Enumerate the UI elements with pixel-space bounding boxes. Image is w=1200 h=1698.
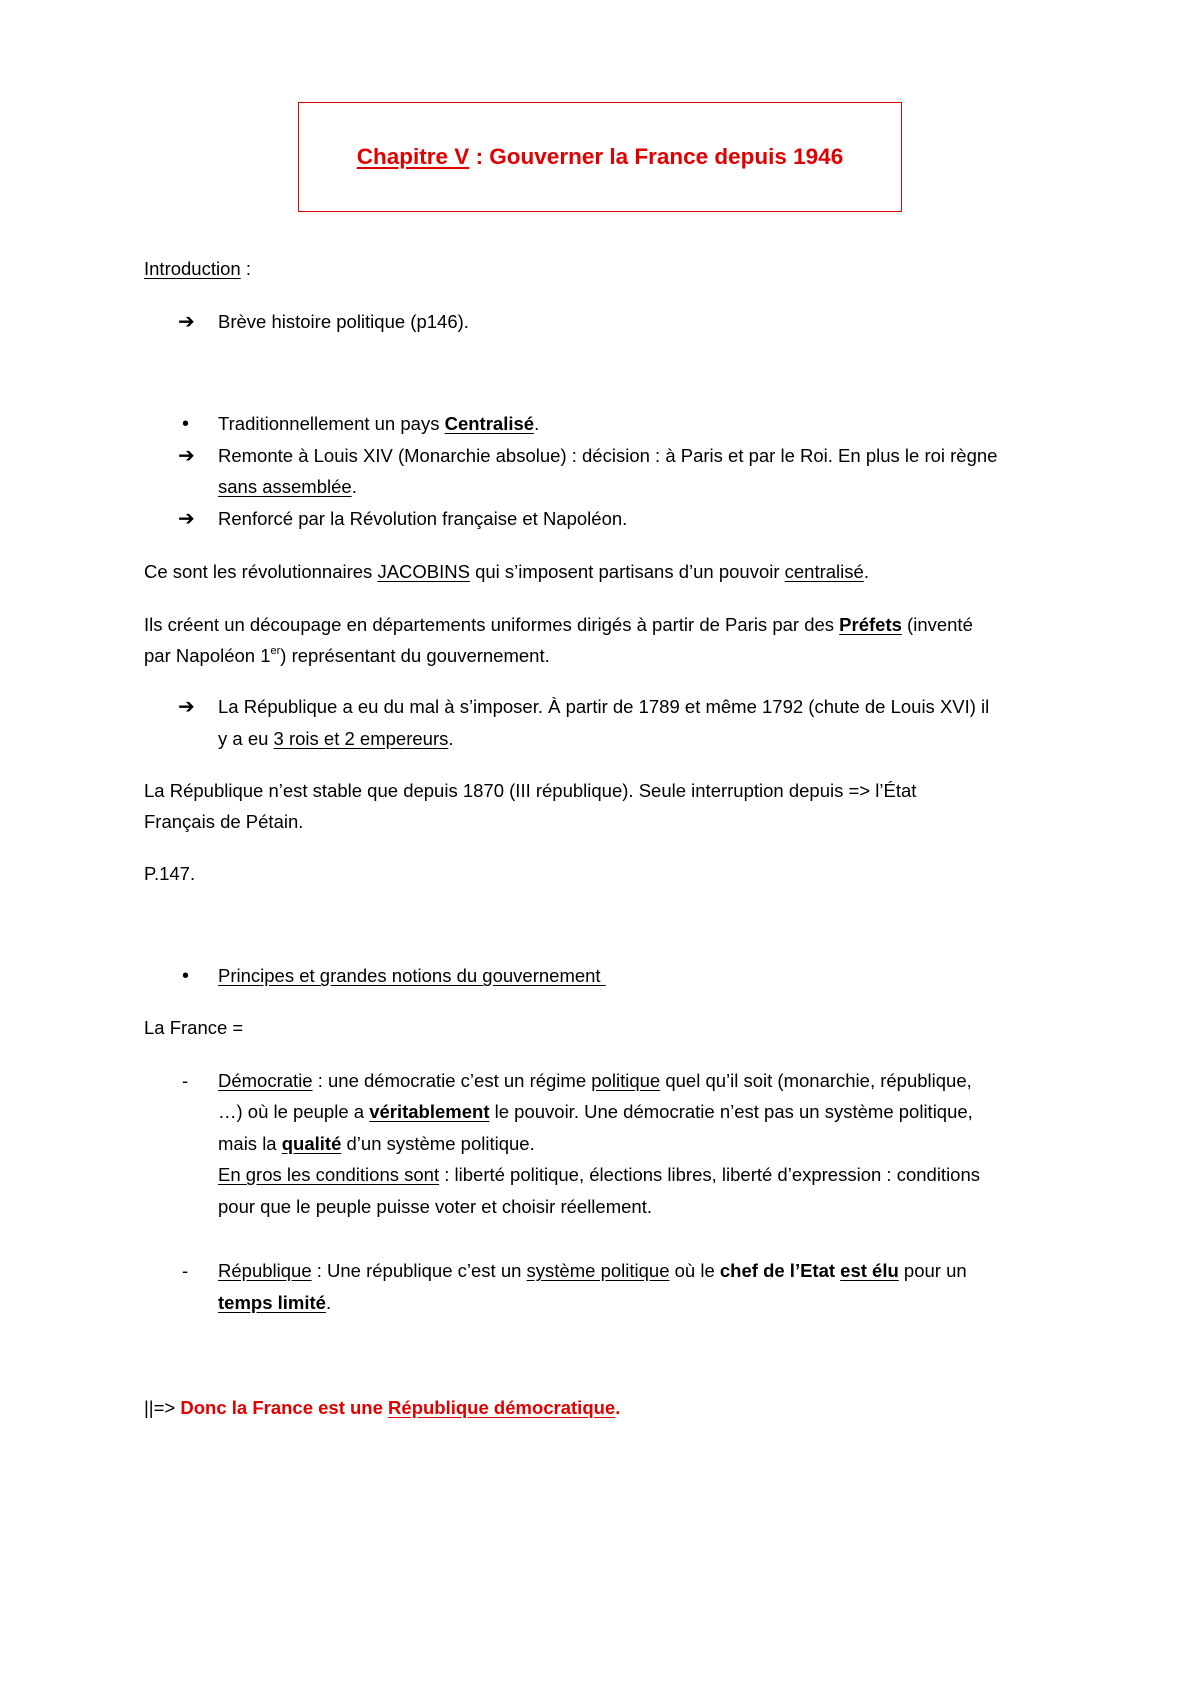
arrow-icon: ➔ (178, 445, 195, 467)
paragraph-continuation: par Napoléon 1er) représentant du gouvernement. (144, 645, 550, 666)
list-item: Traditionnellement un pays Centralisé. (218, 413, 540, 434)
intro-heading: Introduction : (144, 258, 251, 279)
list-item: Renforcé par la Révolution française et Napoléon. (218, 508, 628, 529)
conclusion: ||=> Donc la France est une République démocratique. (144, 1397, 621, 1418)
list-item-continuation: sans assemblée. (218, 476, 357, 497)
arrow-icon: ➔ (178, 311, 195, 333)
arrow-icon: ➔ (178, 508, 195, 530)
dash-icon: - (182, 1070, 189, 1091)
bullet-icon: • (182, 965, 190, 987)
section-heading: Principes et grandes notions du gouvernement (218, 965, 606, 986)
paragraph: La République n’est stable que depuis 1870 (III république). Seule interruption depuis => l’État (144, 780, 917, 801)
definition-continuation: En gros les conditions sont : liberté politique, élections libres, liberté d’expression : conditions (218, 1164, 981, 1185)
dash-icon: - (182, 1260, 189, 1281)
definition-continuation: …) où le peuple a véritablement le pouvoir. Une démocratie n’est pas un système politique, (218, 1101, 973, 1122)
definition-republique: République : Une république c’est un système politique où le chef de l’Etat est élu pour un (218, 1260, 967, 1281)
list-item: Remonte à Louis XIV (Monarchie absolue) : décision : à Paris et par le Roi. En plus le roi règne (218, 445, 998, 466)
paragraph: La France = (144, 1017, 244, 1038)
bullet-icon: • (182, 413, 190, 435)
paragraph: Ce sont les révolutionnaires JACOBINS qui s’imposent partisans d’un pouvoir centralisé. (144, 561, 869, 582)
page-reference: P.147. (144, 863, 196, 884)
definition-continuation: pour que le peuple puisse voter et choisir réellement. (218, 1196, 652, 1217)
chapter-title-box (298, 102, 902, 212)
chapter-title: Chapitre V : Gouverner la France depuis 1946 (356, 144, 844, 169)
definition-democratie: Démocratie : une démocratie c’est un régime politique quel qu’il soit (monarchie, république, (218, 1070, 972, 1091)
definition-continuation: temps limité. (218, 1292, 332, 1313)
list-item-continuation: y a eu 3 rois et 2 empereurs. (218, 728, 454, 749)
paragraph: Ils créent un découpage en départements uniformes dirigés à partir de Paris par des Préfets (inventé (144, 614, 973, 635)
list-item: Brève histoire politique (p146). (218, 311, 469, 332)
paragraph-continuation: Français de Pétain. (144, 811, 304, 832)
definition-continuation: mais la qualité d’un système politique. (218, 1133, 535, 1154)
arrow-icon: ➔ (178, 696, 195, 718)
list-item: La République a eu du mal à s’imposer. À partir de 1789 et même 1792 (chute de Louis XVI) il (218, 696, 990, 717)
